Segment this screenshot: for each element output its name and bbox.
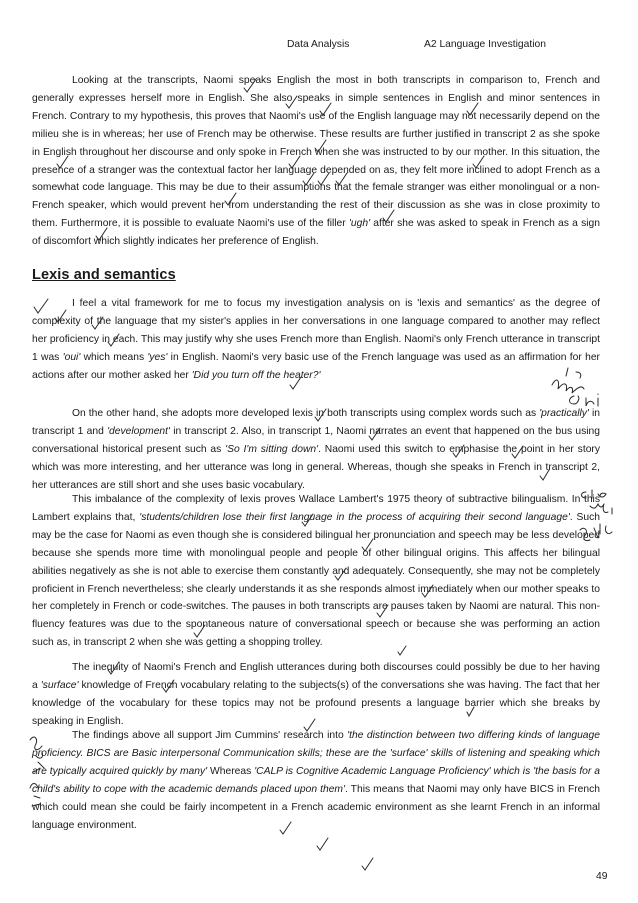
quoted-definition: 'the distinction between two differing kinds of language proficiency. BICS are Basic interpersonal Communication skills; these are the 'surface' skills of listening and speaking which are typically acquired quickly by many' <box>32 730 600 777</box>
paragraph-text: knowledge of French vocabulary relating to the subjects(s) of the conversations she was having. The fact that her knowledge of the vocabulary for these topics may not be profound presents a language barrier which she breaks by speaking in English. <box>32 679 600 727</box>
paragraph-text: . Naomi used this switch to emphasise the point in her story which was more interesting, and her utterance was long in general. Whereas, though she speaks in French in transcript 2, her utterances are still short and she uses basic vocabulary. <box>32 443 600 491</box>
paragraph-developed-lexis <box>32 405 600 495</box>
tick-mark <box>317 838 328 850</box>
quoted-definition: 'CALP is Cognitive Academic Language Proficiency' which is 'the basis for a child's ability to cope with the academic demands placed upon them' <box>32 765 600 795</box>
quoted-filler: 'ugh' <box>348 218 371 230</box>
paragraph-text: This imbalance of the complexity of lexis proves Wallace Lambert's 1975 theory of subtractive bilingualism. In this Lambert explains that, <box>32 494 600 523</box>
paragraph-lambert-theory <box>32 491 600 652</box>
header-right: A2 Language Investigation <box>424 39 546 50</box>
quoted-question: 'Did you turn off the heater?' <box>191 369 321 381</box>
paragraph-text: . This means that Naomi may only have BICS in French which could mean she could be fairly incompetent in a French academic environment as she learnt French in an informal language environment. <box>32 783 600 831</box>
quoted-word: 'practically' <box>539 408 589 419</box>
paragraph-text: in English. Naomi's very basic use of the French language was used as an affirmation for her actions after our mother asked her <box>32 351 600 381</box>
paragraph-text: Whereas <box>207 765 255 777</box>
paragraph-text: . Such may be the case for Naomi as even though she is considered bilingual her pronunciation and speech may be less developed because she spends more time with monolingual people and people of other bilingual origins. This affects her bilingual abilities negatively as she is not able to exercise them constantly and adequately. Consequently, she may not be completely proficient in French nevertheless; she clearly understands it as she responds almost immediately when our mother speaks to her completely in French or code-switches. The pauses in both transcripts are pauses taken by Naomi are natural. This non-fluency features was due to the spontaneous nature of conversational speech or because she was performing an action such as, in transcript 2 when she was getting a shopping trolley. <box>32 511 601 649</box>
paragraph-text: in transcript 2. Also, in transcript 1, Naomi narrates an event that happened on the bus using conversational historical present such as <box>32 425 600 455</box>
quoted-word: 'development' <box>107 425 170 437</box>
quoted-phrase: 'So I'm sitting down' <box>225 443 319 455</box>
header-left: Data Analysis <box>287 39 350 50</box>
paragraph-framework <box>32 295 600 385</box>
paragraph-text: Looking at the transcripts, Naomi speaks English the most in both transcripts in comparison to, French and generally expresses herself more in English. She also speaks in simple sentences in English and minor sentences in French. Contrary to my hypothesis, this proves that Naomi's use of the English language may not necessarily depend on the milieu she is in whereas; her use of French may be otherwise. These results are further justified in transcript 2 as she spoke in English throughout her discourse and only spoke in French when she was instructed to by our mother. In this situation, the presence of a stranger was the contextual factor her language depended on as, they felt more inclined to adopt French as a somewhat code language. This may be due to their assumptions that the female stranger was either monolingual or a non-French speaker, which would prevent her from understanding the rest of their discussion as she was in close proximity to them. Furthermore, it is possible to evaluate Naomi's use of the filler <box>32 75 600 230</box>
paragraph-text: in transcript 1 and <box>32 408 600 437</box>
quoted-word: 'oui' <box>62 351 81 363</box>
quoted-word: 'surface' <box>40 679 79 691</box>
tick-mark <box>362 858 373 870</box>
paragraph-transcript-analysis <box>32 72 600 251</box>
paragraph-inequity <box>32 659 600 731</box>
page-number: 49 <box>596 871 608 882</box>
paragraph-text: The findings above all support Jim Cummins' research into <box>72 730 348 741</box>
quoted-theory: 'students/children lose their first language in the process of acquiring their second language' <box>139 511 570 523</box>
paragraph-cummins-research <box>32 727 600 834</box>
section-heading: Lexis and semantics <box>32 267 176 283</box>
quoted-word: 'yes' <box>147 351 168 363</box>
paragraph-text: which means <box>80 351 148 363</box>
paragraph-text: On the other hand, she adopts more developed lexis in both transcripts using complex words such as <box>72 408 540 419</box>
paragraph-text: The inequity of Naomi's French and English utterances during both discourses could possibly be due to her having a <box>32 662 600 691</box>
paragraph-text: after she was asked to speak in French as a sign of discomfort which slightly indicates her preference of English. <box>32 218 600 248</box>
paragraph-text: I feel a vital framework for me to focus my investigation analysis on is 'lexis and semantics' as the degree of complexity of the language that my sister's applies in her conversations in one language compared to another may reflect her proficiency in each. This may justify why she uses French more than English. Naomi's only French utterance in transcript 1 was <box>32 298 600 363</box>
